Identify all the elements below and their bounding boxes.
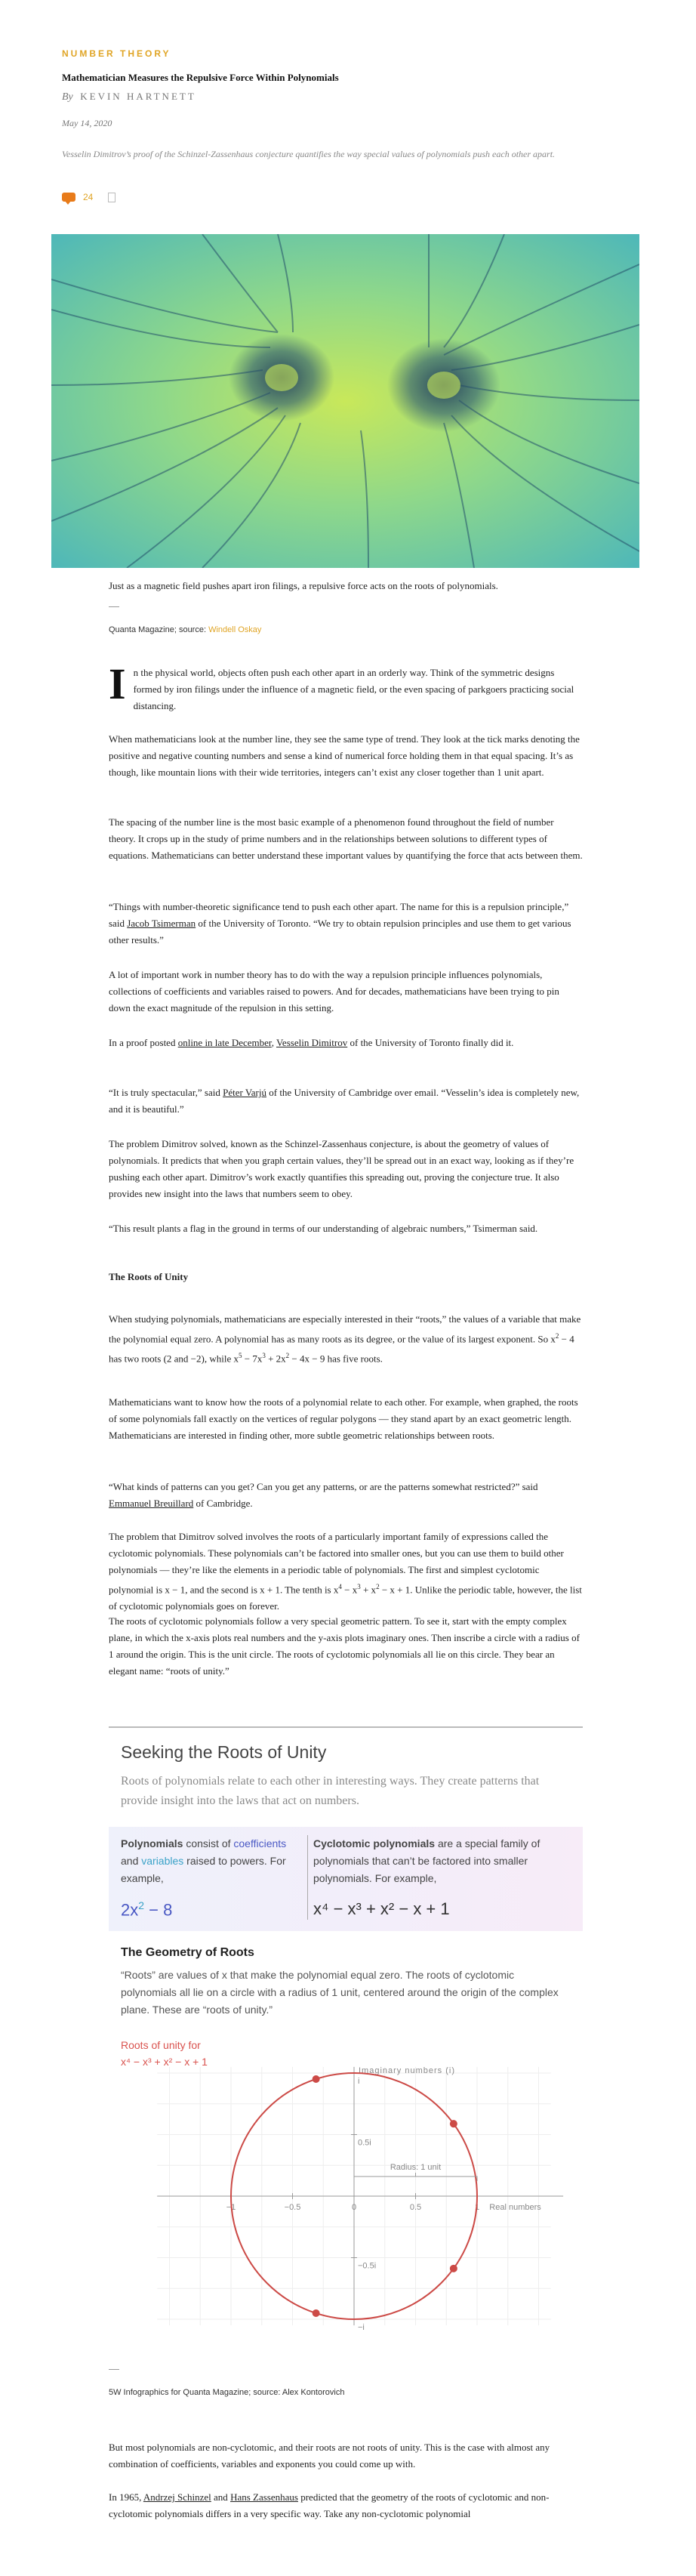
paragraph-7-a: “It is truly spectacular,” said <box>109 1087 220 1098</box>
root-point <box>313 2309 320 2317</box>
paragraph-6-comma: , <box>271 1037 274 1048</box>
paragraph-2-text: When mathematicians look at the number line, they see the same type of trend. They look at the tick marks denoting the positive and negative counting numbers and sense a kind of numerical force holding them in that equal spacing. It’s as though, like mountain lions with their wide territories, integers can’t exist any closer together than 1 unit apart. <box>109 733 580 778</box>
cyclotomic-example: x⁴ − x³ + x² − x + 1 <box>313 1899 450 1918</box>
cyclotomic-definition <box>313 1835 570 1887</box>
hero-credit <box>109 625 261 634</box>
x-tick-label: 0.5 <box>409 2203 422 2212</box>
paragraph-13-a: The problem that Dimitrov solved involves the roots of a particularly important family of expressions called the cyclotomic polynomials. These polynomials can’t be factored into smaller ones, but you can use them to build other polynomials — they’re like the elements in a periodic table of polynomials. The first and simplest cyclotomic polynomial is x − 1, and the second is x + 1. The tenth is x <box>109 1531 564 1596</box>
link-online-december[interactable]: online in late December <box>177 1037 272 1048</box>
y-tick-label: 0.5i <box>358 2138 371 2148</box>
y-axis-label: Imaginary numbers (i) <box>359 2065 455 2075</box>
hero-caption: Just as a magnetic field pushes apart iron filings, a repulsive force acts on the roots of polynomials. <box>109 580 498 591</box>
x-tick-label: 0 <box>351 2203 357 2212</box>
paragraph-2 <box>109 731 583 781</box>
polynomials-text-2: and <box>121 1855 139 1867</box>
geometry-text: “Roots” are values of x that make the polynomial equal zero. The roots of cyclotomic polynomials all lie on a circle with a radius of 1 unit, centered around the origin of the complex plane. These are “roots of unity.” <box>121 1969 559 2016</box>
drop-cap: I <box>109 659 126 708</box>
paragraph-10-b: − 4 has two roots (2 and −2), while x <box>109 1333 574 1365</box>
paragraph-11-text: Mathematicians want to know how the roots of a polynomial relate to each other. For example, when graphed, the roots of some polynomials fall exactly on the vertices of regular polygons — they stand apart by an exact geometric length. Mathematicians are interested in finding other, more subtle geometric relationships between roots. <box>109 1396 578 1441</box>
paragraph-6-a: In a proof posted <box>109 1037 176 1048</box>
hero-credit-link[interactable]: Windell Oskay <box>208 625 262 634</box>
paragraph-13-c: + x <box>360 1584 377 1596</box>
paragraph-12-a: “What kinds of patterns can you get? Can you get any patterns, or are the patterns somewhat restricted?” said <box>109 1481 538 1492</box>
paragraph-16-and: and <box>214 2491 228 2503</box>
roots-label-2: x⁴ − x³ + x² − x + 1 <box>121 2056 208 2068</box>
paragraph-10: When studying polynomials, mathematicians are especially interested in their “roots,” the values of a variable that make the polynomial equal zero. A polynomial has as many roots as its degree, or the value of its largest exponent. So $x^2 - 4$ has two roots (2 and −2), while $x^5 - 7x^3 + 2x^2 - 4x - 9$ has five roots. <box>109 1313 581 1365</box>
y-tick-label: −i <box>358 2323 365 2332</box>
root-point <box>313 2075 320 2083</box>
paragraph-5-text: A lot of important work in number theory has to do with the way a repulsion principle influences polynomials, collections of coefficients and variables raised to powers. And for decades, mathematicians have been trying to pin down the exact magnitude of the repulsion in this setting. <box>109 969 559 1013</box>
infographic-top-rule <box>109 1726 583 1728</box>
paragraph-3 <box>109 814 583 864</box>
roots-of-unity-chart <box>109 2031 583 2356</box>
paragraph-7 <box>109 1084 583 1118</box>
link-peter-varju[interactable]: Péter Varjú <box>223 1087 266 1098</box>
radius-label: Radius: 1 unit <box>390 2163 442 2172</box>
paragraph-7-b: of the University of Cambridge over email. “Vesselin’s idea is completely new, and it is beautiful.” <box>109 1087 580 1115</box>
caption-divider <box>109 606 119 607</box>
paragraph-10-e: − 4x − 9 has five roots. <box>289 1353 383 1365</box>
x-axis-label: Real numbers <box>489 2203 541 2212</box>
hero-credit-prefix: Quanta Magazine; source: <box>109 625 207 634</box>
paragraph-1 <box>109 659 583 714</box>
polynomial-example: $2x^2 - 8$ <box>121 1899 173 1920</box>
infographic-title: Seeking the Roots of Unity <box>121 1742 327 1762</box>
paragraph-4-a: “Things with number-theoretic significance tend to push each other apart. The name for this is a repulsion principle,” said <box>109 901 569 929</box>
paragraph-12 <box>109 1479 583 1512</box>
infographic-subtitle: Roots of polynomials relate to each other in interesting ways. They create patterns that provide insight into the laws that act on numbers. <box>121 1775 540 1807</box>
x-tick-label: −1 <box>226 2203 236 2212</box>
polynomials-text-3: raised to powers. For example, <box>121 1855 286 1884</box>
polynomials-text-1: consist of <box>186 1837 231 1849</box>
byline-by: By <box>62 91 73 103</box>
polynomial-example-b: − 8 <box>144 1900 173 1920</box>
paragraph-11 <box>109 1394 583 1444</box>
paragraph-16-b: predicted that the geometry of the roots of cyclotomic and non-cyclotomic polynomials differs in a very specific way. Take any non-cyclotomic polynomial <box>109 2491 550 2519</box>
paragraph-1-text: n the physical world, objects often push each other apart in an orderly way. Think of the symmetric designs formed by iron filings under the influence of a magnetic field, or the even spacing of parkgoers practicing social distancing. <box>133 667 574 711</box>
article-meta <box>62 192 115 202</box>
paragraph-16-a: In 1965, <box>109 2491 142 2503</box>
link-jacob-tsimerman[interactable]: Jacob Tsimerman <box>127 918 196 929</box>
paragraph-12-b: of Cambridge. <box>196 1498 253 1509</box>
paragraph-10-c: − 7x <box>242 1353 263 1365</box>
paragraph-13: The problem that Dimitrov solved involves the roots of a particularly important family of expressions called the cyclotomic polynomials. These polynomials can’t be factored into smaller ones, but you can use them to build other polynomials — they’re like the elements in a periodic table of polynomials. The first and simplest cyclotomic polynomial is x − 1, and the second is x + 1. The tenth is $x^4 - x^3 + x^2 - x + 1$. Unlike the periodic table, however, the list of cyclotomic polynomials goes on forever. <box>109 1531 582 1612</box>
link-andrzej-schinzel[interactable]: Andrzej Schinzel <box>143 2491 211 2503</box>
y-tick-label: −0.5i <box>358 2261 377 2271</box>
paragraph-5 <box>109 967 583 1017</box>
polynomial-example-a: 2x <box>121 1900 139 1920</box>
paragraph-16 <box>109 2489 583 2522</box>
paragraph-8 <box>109 1136 583 1202</box>
link-hans-zassenhaus[interactable]: Hans Zassenhaus <box>230 2491 298 2503</box>
comment-icon[interactable] <box>62 193 75 202</box>
bookmark-icon[interactable] <box>108 193 115 202</box>
infographic-credit: 5W Infographics for Quanta Magazine; source: Alex Kontorovich <box>109 2388 345 2397</box>
comment-count[interactable]: 24 <box>83 192 94 202</box>
section-kicker[interactable]: NUMBER THEORY <box>62 48 171 59</box>
paragraph-4-b: of the University of Toronto. “We try to obtain repulsion principles and use them to get various other results.” <box>109 918 571 946</box>
paragraph-9 <box>109 1220 583 1237</box>
panel-divider <box>307 1835 308 1920</box>
paragraph-13-d: − x + 1. Unlike the periodic table, however, the list of cyclotomic polynomials goes on forever. <box>109 1584 582 1612</box>
paragraph-10-a: When studying polynomials, mathematicians are especially interested in their “roots,” the values of a variable that make the polynomial equal zero. A polynomial has as many roots as its degree, or the value of its largest exponent. So x <box>109 1313 581 1345</box>
paragraph-15-text: But most polynomials are non-cyclotomic, and their roots are not roots of unity. This is the case with almost any combination of coefficients, variables and exponents you could come up with. <box>109 2442 550 2470</box>
subhead-roots-of-unity: The Roots of Unity <box>109 1271 189 1282</box>
y-tick-label: i <box>358 2077 360 2086</box>
infographic-divider <box>109 2369 119 2370</box>
polynomials-definition <box>121 1835 302 1887</box>
geometry-title: The Geometry of Roots <box>121 1946 254 1959</box>
hero-image <box>51 234 639 568</box>
term-coefficients: coefficients <box>233 1837 287 1849</box>
root-point <box>450 2265 457 2272</box>
paragraph-9-text: “This result plants a flag in the ground in terms of our understanding of algebraic numbers,” Tsimerman said. <box>109 1223 538 1234</box>
root-point <box>450 2120 457 2127</box>
paragraph-3-text: The spacing of the number line is the most basic example of a phenomenon found throughout the field of number theory. It crops up in the study of prime numbers and in the relationships between solutions to different types of equations. Mathematicians can better understand these important values by quantifying the force that acts between them. <box>109 816 583 861</box>
article-dek: Vesselin Dimitrov’s proof of the Schinzel-Zassenhaus conjecture quantifies the way special values of polynomials push each other apart. <box>62 149 556 159</box>
publish-date: May 14, 2020 <box>62 118 112 128</box>
link-emmanuel-breuillard[interactable]: Emmanuel Breuillard <box>109 1498 194 1509</box>
term-cyclotomic: Cyclotomic polynomials <box>313 1837 436 1849</box>
cyclotomic-text: are a special family of polynomials that can’t be factored into smaller polynomials. For example, <box>313 1837 540 1884</box>
roots-label-1: Roots of unity for <box>121 2039 201 2051</box>
author-link[interactable]: KEVIN HARTNETT <box>80 91 196 102</box>
paragraph-13-b: − x <box>341 1584 358 1596</box>
paragraph-6-b: of the University of Toronto finally did it. <box>350 1037 514 1048</box>
paragraph-4 <box>109 899 583 949</box>
paragraph-15 <box>109 2439 583 2473</box>
paragraph-8-text: The problem Dimitrov solved, known as the Schinzel-Zassenhaus conjecture, is about the geometry of values of polynomials. It predicts that when you graph certain values, they’ll be spread out in an exact way, looking as if they’re pushing each other apart. Dimitrov’s work exactly quantifies this spreading out, proving the conjecture true. It also provides new insight into the laws that numbers seem to obey. <box>109 1138 574 1199</box>
term-polynomials: Polynomials <box>121 1837 183 1849</box>
paragraph-10-d: + 2x <box>265 1353 286 1365</box>
paragraph-14 <box>109 1613 583 1680</box>
x-tick-label: −0.5 <box>284 2203 301 2212</box>
paragraph-14-text: The roots of cyclotomic polynomials follow a very special geometric pattern. To see it, start with the empty complex plane, in which the x-axis plots real numbers and the y-axis plots imaginary ones. Then inscribe a circle with a radius of 1 around the origin. This is the unit circle. The roots of cyclotomic polynomials all lie on this circle. They bear an elegant name: “roots of unity.” <box>109 1615 580 1677</box>
term-variables: variables <box>141 1855 184 1867</box>
article-title: Mathematician Measures the Repulsive Force Within Polynomials <box>62 72 339 83</box>
link-vesselin-dimitrov[interactable]: Vesselin Dimitrov <box>276 1037 348 1048</box>
paragraph-6 <box>109 1035 583 1051</box>
x-tick-label: 1 <box>474 2203 480 2212</box>
byline <box>62 91 196 103</box>
